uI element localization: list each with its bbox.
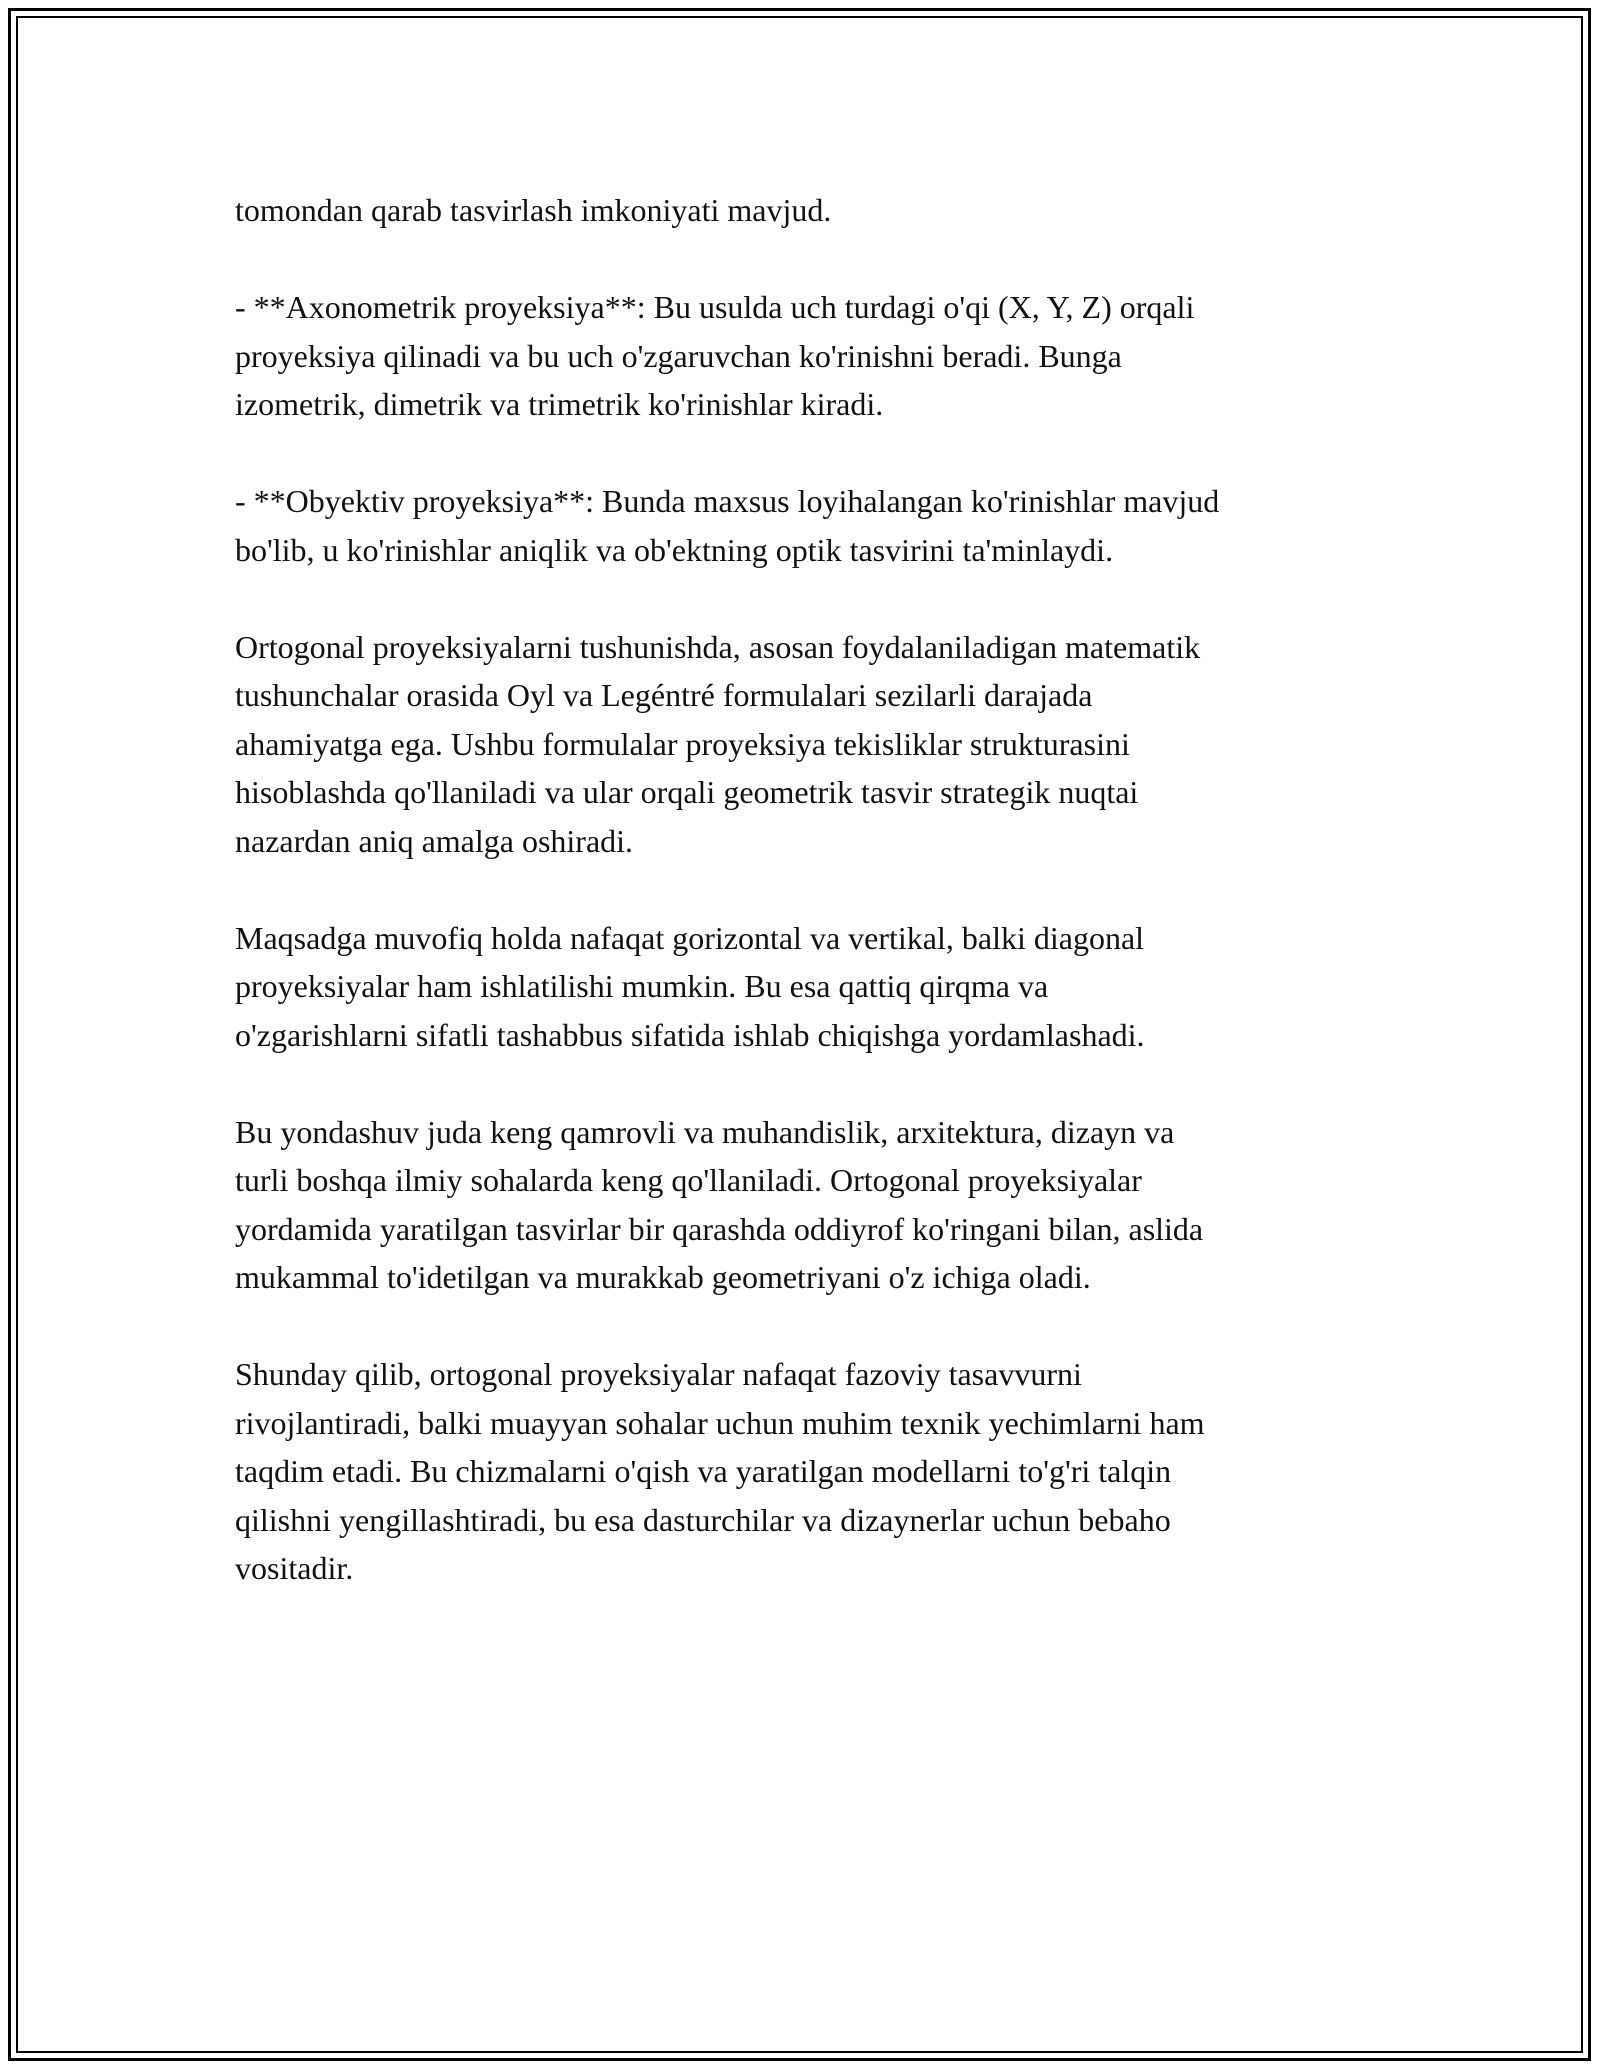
paragraph-conclusion: Shunday qilib, ortogonal proyeksiyalar nafaqat fazoviy tasavvurni rivojlantiradi, balki muayyan sohalar uchun muhim texnik yechimlarni ham taqdim etadi. Bu chizmalarni o'qish va yaratilgan modellarni to'g'ri talqin qilishni yengillashtiradi, bu esa dasturchilar va dizaynerlar uchun bebaho vositadir.: [235, 1356, 1205, 1586]
paragraph-objective: - **Obyektiv proyeksiya**: Bunda maxsus loyihalangan ko'rinishlar mavjud bo'lib, u ko'rinishlar aniqlik va ob'ektning optik tasvirini ta'minlaydi.: [235, 483, 1220, 568]
paragraph-formulas: Ortogonal proyeksiyalarni tushunishda, asosan foydalaniladigan matematik tushunchalar orasida Oyl va Legéntré formulalari sezilarli darajada ahamiyatga ega. Ushbu formulalar proyeksiya tekisliklar strukturasini hisoblashda qo'llaniladi va ular orqali geometrik tasvir strategik nuqtai nazardan aniq amalga oshiradi.: [235, 628, 1201, 859]
document-body: [235, 186, 1375, 1593]
paragraph-applications: Bu yondashuv juda keng qamrovli va muhandislik, arxitektura, dizayn va turli boshqa ilmiy sohalarda keng qo'llaniladi. Ortogonal proyeksiyalar yordamida yaratilgan tasvirlar bir qarashda oddiyrof ko'ringani bilan, aslida mukammal to'idetilgan va murakkab geometriyani o'z ichiga oladi.: [235, 1113, 1204, 1295]
paragraph-axonometric: - **Axonometrik proyeksiya**: Bu usulda uch turdagi o'qi (X, Y, Z) orqali proyeksiya qilinadi va bu uch o'zgaruvchan ko'rinishni beradi. Bunga izometrik, dimetrik va trimetrik ko'rinishlar kiradi.: [235, 289, 1195, 422]
paragraph-continuation: tomondan qarab tasvirlash imkoniyati mavjud.: [235, 192, 832, 228]
paragraph-diagonal: Maqsadga muvofiq holda nafaqat gorizontal va vertikal, balki diagonal proyeksiyalar ham ishlatilishi mumkin. Bu esa qattiq qirqma va o'zgarishlarni sifatli tashabbus sifatida ishlab chiqishga yordamlashadi.: [235, 919, 1145, 1053]
